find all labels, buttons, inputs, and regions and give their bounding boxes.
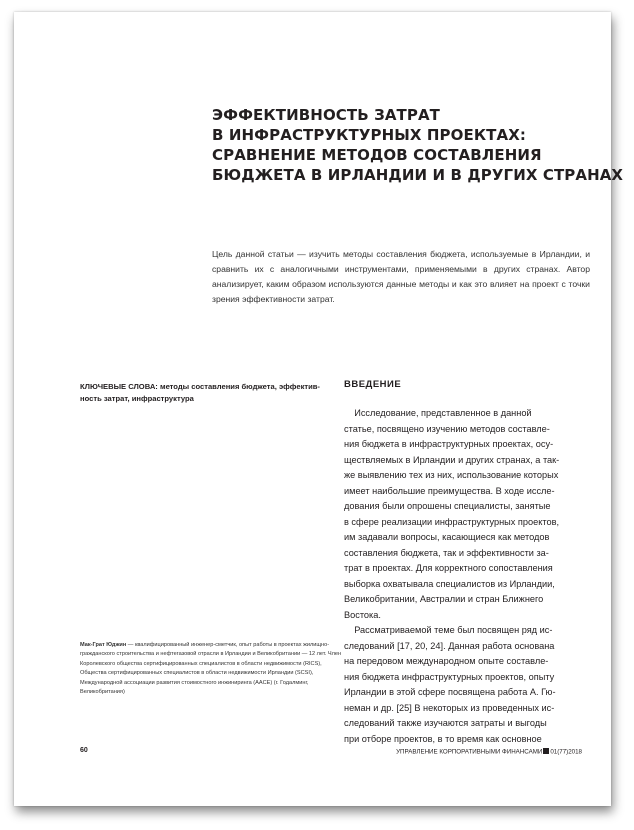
journal-footer	[396, 748, 582, 756]
intro-body	[344, 406, 604, 747]
body-line: выборка охватывала специалистов из Ирландии,	[344, 578, 555, 589]
title-line: БЮДЖЕТА В ИРЛАНДИИ И В ДРУГИХ СТРАНАХ	[212, 166, 624, 184]
body-line: на передовом международном опыте составле-	[344, 656, 549, 666]
journal-name: УПРАВЛЕНИЕ КОРПОРАТИВНЫМИ ФИНАНСАМИ	[396, 748, 543, 756]
body-line: при отборе проектов, в то время как основное	[344, 733, 542, 744]
body-line: неман и др. [25] В некоторых из проведенных ис-	[344, 702, 555, 713]
body-line: ния бюджета в инфраструктурных проектах, осу-	[344, 439, 554, 449]
body-line: составления бюджета, так и эффективности за-	[344, 547, 549, 558]
abstract: Цель данной статьи — изучить методы составления бюджета, используемые в Ирландии, и сравнить их с аналогичными инструментами, применяемыми в других странах. Автор анализирует, каким образом используются данные методы и как это влияет на проект с точки зрения эффективности затрат.	[212, 249, 590, 304]
body-line: имеет наибольшие преимущества. В ходе иссле-	[344, 485, 555, 496]
author-name: Мак-Грат Юджин	[80, 642, 127, 648]
page-number: 60	[80, 747, 88, 754]
body-line: же выявлению тех из них, использование которых	[344, 470, 559, 480]
title-line: ЭФФЕКТИВНОСТЬ ЗАТРАТ	[212, 106, 441, 124]
body-line: Востока.	[344, 609, 381, 620]
author-bio	[80, 641, 342, 697]
body-line: Ирландии в этой сфере посвящена работа А. Гю-	[344, 687, 556, 697]
section-heading: ВВЕДЕНИЕ	[344, 379, 402, 390]
body-line: следований также изучаются затраты и выгоды	[344, 718, 547, 728]
body-line: Рассматриваемой теме был посвящен ряд ис-	[344, 625, 553, 635]
body-line: в сфере реализации инфраструктурных проектов,	[344, 516, 560, 527]
body-line: статье, посвящено изучению методов составле-	[344, 423, 550, 434]
body-line: Исследование, представленное в данной	[344, 408, 532, 418]
body-line: ществляемых в Ирландии и других странах, а так-	[344, 454, 560, 465]
body-line: дования были опрошены специалисты, занятые	[344, 501, 551, 511]
body-line: следований [17, 20, 24]. Данная работа основана	[344, 640, 555, 651]
title-line: В ИНФРАСТРУКТУРНЫХ ПРОЕКТАХ:	[212, 126, 526, 144]
title-line: СРАВНЕНИЕ МЕТОДОВ СОСТАВЛЕНИЯ	[212, 146, 542, 164]
body-line: Великобритании, Австралии и стран Ближнего	[344, 594, 544, 604]
keywords: КЛЮЧЕВЫЕ СЛОВА: методы составления бюджета, эффектив-ность затрат, инфраструктура	[80, 382, 320, 403]
body-line: трат в проектах. Для корректного сопоставления	[344, 563, 553, 573]
square-separator-icon	[543, 748, 549, 754]
article-title	[212, 105, 624, 185]
journal-issue: 01(77)2018	[550, 748, 582, 756]
body-line: им задавали вопросы, касающиеся как методов	[344, 532, 550, 542]
document-page	[14, 12, 624, 806]
body-line: ния бюджета инфраструктурных проектов, опыту	[344, 671, 555, 682]
author-description: — квалифицированный инженер-сметчик, опыт работы в проектах жилищно-гражданского строительства и нефтегазовой отрасли в Ирландии и Великобритании — 12 лет. Член Королевского общества сертифицированных специалистов в области недвижимости (RICS), Общества сертифицированных специалистов в области недвижимости Ирландии (SCSI), Международной ассоциации развития стоимостного инжиниринга (AACE) (г. Годалминг, Великобритания)	[80, 642, 342, 696]
